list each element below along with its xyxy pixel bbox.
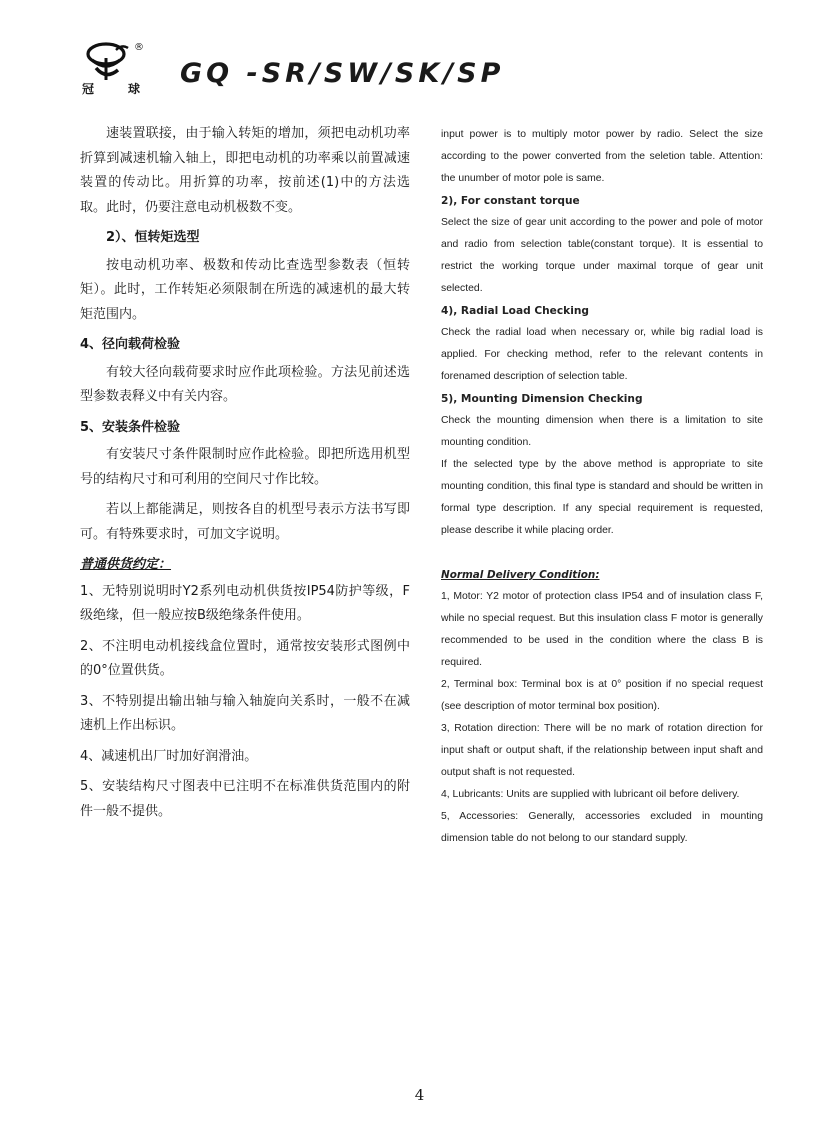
page-header (82, 40, 682, 100)
en-delivery-item: 1, Motor: Y2 motor of protection class IP54 and of insulation class F, while no special request. But this insulation class F motor is generally recommended to be used in the condition where the class B is required. (441, 591, 763, 668)
en-paragraph-constant-torque: Select the size of gear unit according to the power and pole of motor and radio from selection table(constant torque). It is essential to restrict the working torque under maximal torque of gear unit selected. (441, 217, 763, 294)
header-title: GQ -SR/SW/SK/SP (180, 58, 505, 89)
cn-delivery-item: 1、无特别说明时Y2系列电动机供货按IP54防护等级，F级绝缘，但一般应按B级绝缘条件使用。 (80, 583, 410, 623)
cn-delivery-item: 4、减速机出厂时加好润滑油。 (80, 748, 258, 764)
cn-heading-radial-load: 4、径向载荷检验 (80, 337, 181, 352)
registered-mark: ® (134, 42, 144, 53)
en-paragraph-mounting-b: If the selected type by the above method is appropriate to site mounting condition, this final type is standard and should be written in formal type description. If any special requirement is requested, please describe it while placing order. (441, 459, 763, 536)
en-heading-normal-delivery: Normal Delivery Condition: (441, 569, 600, 581)
cn-heading-constant-torque: 2）、恒转矩选型 (106, 230, 200, 245)
cn-paragraph-constant-torque: 按电动机功率、极数和传动比查选型参数表（恒转矩）。此时，工作转矩必须限制在所选的减速机的最大转矩范围内。 (80, 257, 410, 322)
en-heading-constant-torque: 2), For constant torque (441, 195, 580, 207)
en-paragraph-continuation: input power is to multiply motor power by radio. Select the size according to the power converted from the seletion table. Attention: the unumber of motor pole is same. (441, 129, 763, 184)
cn-heading-normal-delivery: 普通供货约定： (80, 557, 172, 572)
english-column (441, 124, 763, 850)
en-delivery-item: 4, Lubricants: Units are supplied with lubricant oil before delivery. (441, 789, 740, 800)
cn-delivery-item: 3、不特别提出输出轴与输入轴旋向关系时，一般不在减速机上作出标识。 (80, 693, 410, 733)
en-delivery-item: 2, Terminal box: Terminal box is at 0° position if no special request (see description of motor terminal box position). (441, 679, 763, 712)
en-heading-radial-load: 4), Radial Load Checking (441, 305, 589, 317)
logo-emblem-icon (82, 40, 142, 84)
en-delivery-item: 3, Rotation direction: There will be no mark of rotation direction for input shaft or output shaft, if the relationship between input shaft and output shaft is not requested. (441, 723, 763, 778)
en-paragraph-mounting-a: Check the mounting dimension when there is a limitation to site mounting condition. (441, 415, 763, 448)
cn-delivery-item: 2、不注明电动机接线盒位置时，通常按安装形式图例中的0°位置供货。 (80, 638, 410, 678)
cn-heading-mounting: 5、安装条件检验 (80, 419, 181, 435)
en-paragraph-radial-load: Check the radial load when necessary or, while big radial load is applied. For checking method, refer to the relevant contents in forenamed description of selection table. (441, 327, 763, 382)
cn-paragraph-mounting-a: 有安装尺寸条件限制时应作此检验。即把所选用机型号的结构尺寸和可利用的空间尺寸作比较。 (80, 447, 410, 487)
cn-paragraph-radial-load: 有较大径向载荷要求时应作此项检验。方法见前述选型参数表释义中有关内容。 (80, 364, 410, 404)
en-delivery-item: 5, Accessories: Generally, accessories excluded in mounting dimension table do not belong to our standard supply. (441, 811, 763, 844)
company-logo (82, 40, 162, 100)
page-number: 4 (414, 1086, 425, 1104)
logo-character-right: 球 (128, 82, 141, 96)
cn-delivery-item: 5、安装结构尺寸图表中已注明不在标准供货范围内的附件一般不提供。 (80, 779, 410, 819)
cn-paragraph-continuation: 速装置联接，由于输入转矩的增加，须把电动机功率折算到减速机输入轴上，即把电动机的功率乘以前置减速装置的传动比。用折算的功率，按前述(1)中的方法选取。此时，仍要注意电动机极数不变。 (80, 126, 410, 215)
cn-paragraph-mounting-b: 若以上都能满足，则按各自的机型号表示方法书写即可。有特殊要求时，可加文字说明。 (80, 502, 410, 542)
chinese-column (80, 122, 410, 830)
en-heading-mounting: 5), Mounting Dimension Checking (441, 393, 643, 405)
logo-character-left: 冠 (82, 82, 95, 96)
